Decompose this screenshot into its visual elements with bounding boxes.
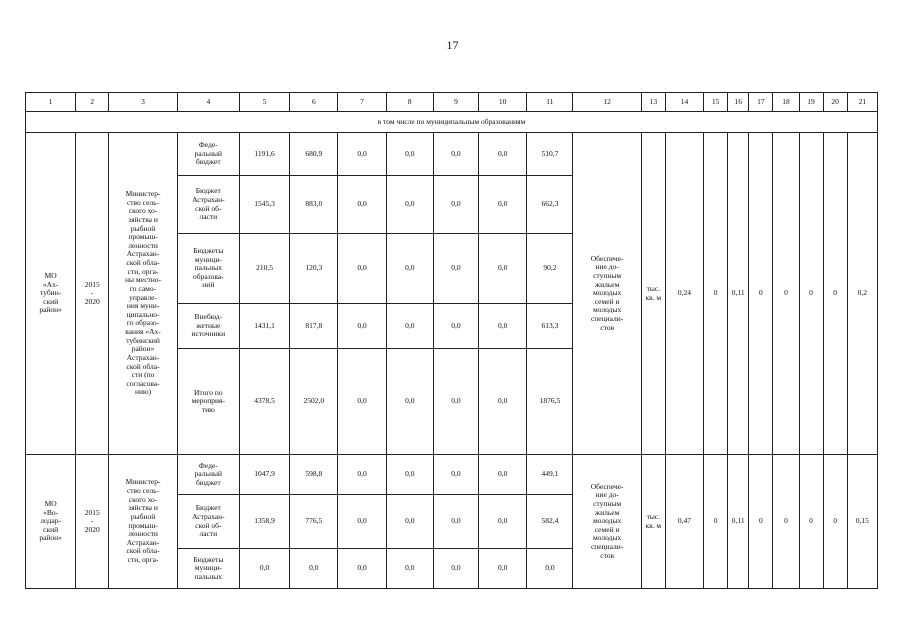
column-number-17: 17 — [749, 93, 773, 112]
column-number-2: 2 — [76, 93, 109, 112]
unit-of-measure: тыс. кв. м — [641, 455, 665, 589]
indicator-value-col-19: 0 — [799, 133, 823, 455]
funding-source: Бюджет Астрахан- ской об- ласти — [177, 495, 239, 549]
amount-col-6: 120,3 — [290, 234, 338, 304]
amount-col-10: 0,0 — [479, 176, 527, 234]
amount-col-11: 90,2 — [527, 234, 573, 304]
program-table — [25, 92, 878, 589]
amount-col-7: 0,0 — [338, 349, 386, 455]
indicator-value-col-14: 0,47 — [665, 455, 703, 589]
column-number-15: 15 — [704, 93, 728, 112]
funding-source: Феде- ральный бюджет — [177, 455, 239, 495]
amount-col-9: 0,0 — [433, 495, 478, 549]
column-number-5: 5 — [239, 93, 289, 112]
amount-col-7: 0,0 — [338, 304, 386, 349]
amount-col-9: 0,0 — [433, 234, 478, 304]
column-number-6: 6 — [290, 93, 338, 112]
funding-source: Внебюд- жетные источники — [177, 304, 239, 349]
column-number-13: 13 — [641, 93, 665, 112]
amount-col-6: 2502,0 — [290, 349, 338, 455]
indicator-value-col-16: 0,11 — [728, 133, 749, 455]
amount-col-5: 1431,1 — [239, 304, 289, 349]
amount-col-8: 0,0 — [386, 133, 433, 176]
column-number-8: 8 — [386, 93, 433, 112]
amount-col-10: 0,0 — [479, 349, 527, 455]
indicator-value-col-21: 0,15 — [847, 455, 877, 589]
amount-col-11: 1876,5 — [527, 349, 573, 455]
amount-col-8: 0,0 — [386, 455, 433, 495]
column-number-19: 19 — [799, 93, 823, 112]
amount-col-8: 0,0 — [386, 549, 433, 589]
amount-col-11: 449,1 — [527, 455, 573, 495]
funding-source: Бюджеты муници- пальных — [177, 549, 239, 589]
amount-col-7: 0,0 — [338, 133, 386, 176]
amount-col-7: 0,0 — [338, 495, 386, 549]
amount-col-11: 613,3 — [527, 304, 573, 349]
indicator-value-col-20: 0 — [823, 133, 847, 455]
amount-col-10: 0,0 — [479, 495, 527, 549]
amount-col-8: 0,0 — [386, 176, 433, 234]
responsible-executor: Министер- ство сель- ского хо- зяйства и рыбной промыш- ленности Астрахан- ской обла- сти, орга- ны местно- го само- управле- ния муни- ципально- го образо- вания «Ах- тубинский район» Астрахан- ской обла- сти (по согласова- нию) — [109, 133, 177, 455]
amount-col-5: 1047,9 — [239, 455, 289, 495]
amount-col-5: 0,0 — [239, 549, 289, 589]
column-number-4: 4 — [177, 93, 239, 112]
column-number-16: 16 — [728, 93, 749, 112]
indicator-name: Обеспече- ние до- ступным жильем молодых семей и молодых специали- стов — [573, 455, 641, 589]
amount-col-10: 0,0 — [479, 234, 527, 304]
amount-col-10: 0,0 — [479, 133, 527, 176]
funding-row — [26, 133, 878, 176]
amount-col-6: 598,8 — [290, 455, 338, 495]
column-number-9: 9 — [433, 93, 478, 112]
responsible-executor: Министер- ство сель- ского хо- зяйства и рыбной промыш- ленности Астрахан- ской обла- сти, орга- — [109, 455, 177, 589]
column-number-1: 1 — [26, 93, 76, 112]
column-number-10: 10 — [479, 93, 527, 112]
funding-row — [26, 455, 878, 495]
municipality-name: МО «Ах- тубин- ский район» — [26, 133, 76, 455]
indicator-value-col-17: 0 — [749, 133, 773, 455]
indicator-value-col-18: 0 — [773, 133, 799, 455]
indicator-value-col-18: 0 — [773, 455, 799, 589]
indicator-value-col-14: 0,24 — [665, 133, 703, 455]
funding-source: Феде- ральный бюджет — [177, 133, 239, 176]
unit-of-measure: тыс. кв. м — [641, 133, 665, 455]
amount-col-5: 1358,9 — [239, 495, 289, 549]
amount-col-6: 817,8 — [290, 304, 338, 349]
amount-col-10: 0,0 — [479, 304, 527, 349]
amount-col-11: 662,3 — [527, 176, 573, 234]
amount-col-6: 776,5 — [290, 495, 338, 549]
indicator-value-col-19: 0 — [799, 455, 823, 589]
column-number-21: 21 — [847, 93, 877, 112]
column-number-12: 12 — [573, 93, 641, 112]
amount-col-6: 0,0 — [290, 549, 338, 589]
amount-col-9: 0,0 — [433, 176, 478, 234]
period-years: 2015 - 2020 — [76, 133, 109, 455]
column-number-3: 3 — [109, 93, 177, 112]
indicator-value-col-15: 0 — [704, 455, 728, 589]
subheader-cell: в том числе по муниципальным образованиям — [26, 112, 878, 133]
column-number-14: 14 — [665, 93, 703, 112]
funding-source: Итого по мероприя- тию — [177, 349, 239, 455]
amount-col-9: 0,0 — [433, 304, 478, 349]
amount-col-5: 210,5 — [239, 234, 289, 304]
amount-col-5: 1191,6 — [239, 133, 289, 176]
amount-col-7: 0,0 — [338, 455, 386, 495]
subheader-row — [26, 112, 878, 133]
funding-source: Бюджет Астрахан- ской об- ласти — [177, 176, 239, 234]
amount-col-6: 680,9 — [290, 133, 338, 176]
amount-col-5: 4378,5 — [239, 349, 289, 455]
amount-col-7: 0,0 — [338, 234, 386, 304]
page-number: 17 — [446, 38, 459, 52]
amount-col-11: 0,0 — [527, 549, 573, 589]
amount-col-8: 0,0 — [386, 349, 433, 455]
amount-col-8: 0,0 — [386, 304, 433, 349]
column-number-11: 11 — [527, 93, 573, 112]
indicator-value-col-21: 0,2 — [847, 133, 877, 455]
amount-col-8: 0,0 — [386, 495, 433, 549]
amount-col-7: 0,0 — [338, 176, 386, 234]
column-number-18: 18 — [773, 93, 799, 112]
funding-source: Бюджеты муници- пальных образова- ний — [177, 234, 239, 304]
amount-col-5: 1545,3 — [239, 176, 289, 234]
indicator-value-col-17: 0 — [749, 455, 773, 589]
amount-col-9: 0,0 — [433, 133, 478, 176]
amount-col-10: 0,0 — [479, 455, 527, 495]
amount-col-8: 0,0 — [386, 234, 433, 304]
column-number-20: 20 — [823, 93, 847, 112]
amount-col-6: 883,0 — [290, 176, 338, 234]
indicator-value-col-20: 0 — [823, 455, 847, 589]
amount-col-11: 510,7 — [527, 133, 573, 176]
indicator-value-col-16: 0,11 — [728, 455, 749, 589]
amount-col-9: 0,0 — [433, 349, 478, 455]
period-years: 2015 - 2020 — [76, 455, 109, 589]
amount-col-11: 582,4 — [527, 495, 573, 549]
amount-col-10: 0,0 — [479, 549, 527, 589]
indicator-value-col-15: 0 — [704, 133, 728, 455]
amount-col-9: 0,0 — [433, 549, 478, 589]
amount-col-7: 0,0 — [338, 549, 386, 589]
column-number-7: 7 — [338, 93, 386, 112]
amount-col-9: 0,0 — [433, 455, 478, 495]
column-number-row — [26, 93, 878, 112]
municipality-name: МО «Во- лодар- ский район» — [26, 455, 76, 589]
indicator-name: Обеспече- ние до- ступным жильем молодых семей и молодых специали- стов — [573, 133, 641, 455]
